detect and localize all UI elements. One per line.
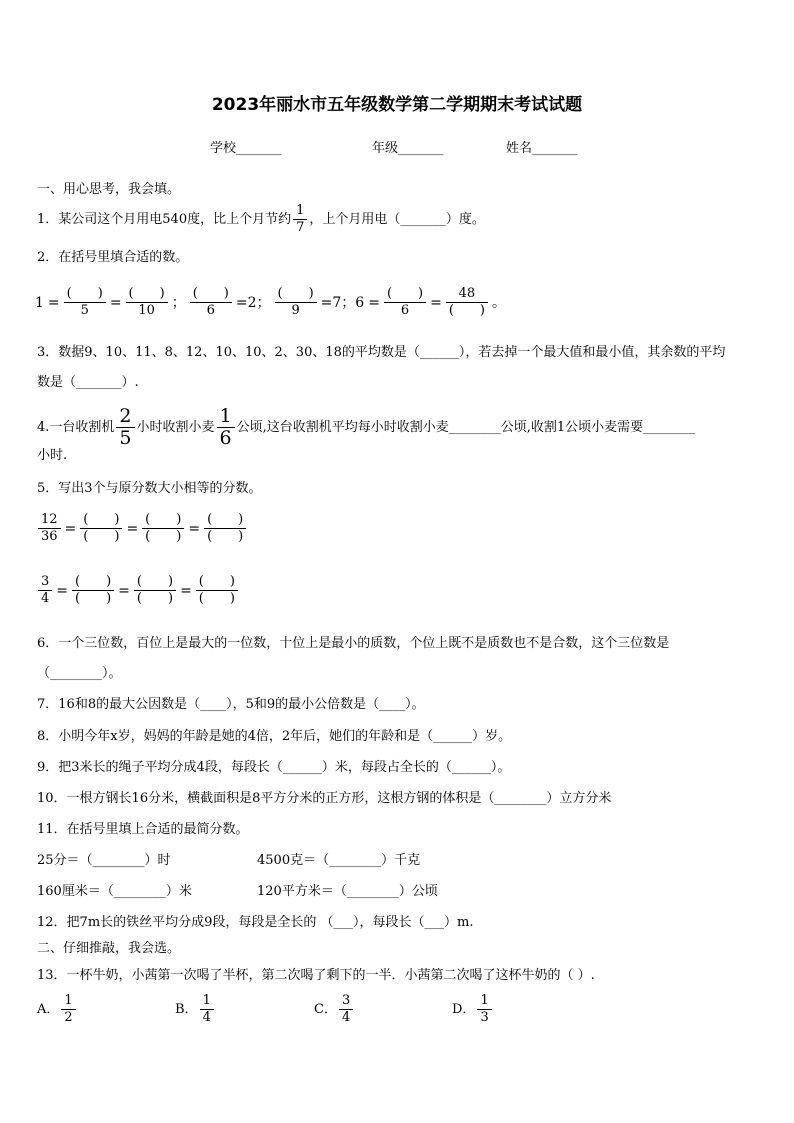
question-12: 12．把7m长的铁丝平均分成9段，每段是全长的 （___），每段长（___）m. [37,915,474,930]
question-5-row-1: $\frac{12}{36}$ = $\frac{( )}{( )}$ = $\frac{( )}{( )}$ = $\frac{( )}{( )}$ [36,512,248,545]
numerator: 3 [341,993,351,1008]
denominator: 36 [41,529,58,544]
fraction-blank [134,574,176,607]
fraction [200,993,214,1026]
denominator: 4 [41,591,50,606]
numerator-blank: ( ) [386,286,424,301]
denominator: 4 [202,1010,211,1025]
number: 1 [35,294,44,311]
fraction [275,286,317,319]
question-1-text-a: 1．某公司这个月用电540度，比上个月节约 [37,211,292,227]
numerator-blank: ( ) [128,286,165,301]
question-11-label: 11．在括号里填上合适的最简分数。 [37,822,249,837]
numerator: 1 [219,405,232,427]
numerator: 1 [64,993,73,1008]
school-field: 学校_______ [210,141,282,156]
option-a[interactable] [37,993,78,1026]
numerator-blank: ( ) [145,512,182,527]
fraction [126,286,168,319]
denominator: 6 [400,303,410,318]
question-10: 10．一根方钢长16分米，横截面积是8平方分米的正方形，这根方钢的体积是（________）立方分米 [37,791,612,806]
numerator-blank: ( ) [277,286,314,301]
question-8: 8．小明今年x岁，妈妈的年龄是她的4倍，2年后，她们的年龄和是（______）岁。 [37,729,512,744]
period: 。 [491,294,506,311]
question-1-text-b: ，上个月用电（_______）度。 [309,211,485,227]
question-11-c: 160厘米＝（________）米 [37,884,192,899]
question-4 [37,406,695,449]
numerator-blank: ( ) [136,574,174,589]
numerator-blank: ( ) [192,286,229,301]
fraction [217,406,235,449]
numerator: 2 [119,405,132,427]
fraction [477,993,491,1026]
question-13-stem: 13．一杯牛奶，小茜第一次喝了半杯，第二次喝了剩下的一半．小茜第二次喝了这杯牛奶的（ ）. [37,968,595,983]
denominator: 7 [296,220,305,235]
fraction-blank [72,574,114,607]
numerator-blank: ( ) [198,574,235,589]
question-6-line-2: （________）。 [37,666,122,681]
numerator: 3 [41,574,50,589]
numerator: 1 [296,203,305,218]
fraction [446,286,488,319]
question-11-d: 120平方米＝（________）公顷 [257,884,438,899]
denominator-blank: ( ) [136,591,174,606]
fraction [38,574,52,607]
numerator: 12 [41,512,58,527]
question-4-text-a: 4.一台收割机 [37,419,115,435]
fraction [64,286,106,319]
question-4-line-2: 小时. [37,448,68,463]
question-11-a: 25分＝（________）时 [37,853,171,868]
separator: ； [171,294,186,311]
denominator-blank: ( ) [83,529,120,544]
denominator: 9 [291,303,300,318]
fraction [384,286,426,319]
page-title: 2023年丽水市五年级数学第二学期期末考试试题 [211,95,583,115]
denominator-blank: ( ) [207,529,244,544]
question-2-label: 2．在括号里填合适的数。 [37,250,189,265]
option-b[interactable] [175,993,216,1026]
equation-text: =7；6 [320,294,365,311]
option-c[interactable] [314,993,355,1026]
question-4-text-c: 公顷,这台收割机平均每小时收割小麦________公顷,收割1公顷小麦需要________ [236,419,696,435]
fraction [38,512,61,545]
fraction-blank [196,574,238,607]
question-3-line-2: 数是（_______）. [37,375,139,390]
question-7: 7．16和8的最大公因数是（____），5和9的最小公倍数是（____）。 [37,697,425,712]
denominator: 5 [80,303,89,318]
option-d[interactable] [452,993,494,1026]
fraction-blank [204,512,246,545]
name-field: 姓名_______ [506,141,578,156]
denominator-blank: ( ) [145,529,182,544]
option-label: C． [314,1001,337,1017]
numerator-blank: ( ) [75,574,112,589]
numerator-blank: ( ) [207,512,244,527]
grade-field: 年级_______ [372,141,444,156]
denominator: 6 [219,427,232,449]
question-2-equation: 1 = $\frac{( )}{5}$ = $\frac{( )}{10}$ ； $\frac{( )}{6}$ =2； $\frac{( )}{9}$ =7；6 = $\frac{( )}{6}$ = $\frac{48}{( )}$ 。 [35,286,506,318]
denominator-blank: ( ) [198,591,235,606]
numerator: 1 [480,993,489,1008]
question-5-row-2: $\frac{3}{4}$ = $\frac{( )}{( )}$ = $\frac{( )}{( )}$ = $\frac{( )}{( )}$ [36,574,240,607]
denominator: 10 [138,303,155,318]
denominator: 5 [119,427,132,449]
fraction [116,406,134,449]
fraction-blank [142,512,184,545]
equation-text: =2； [235,294,271,311]
fraction [339,993,353,1026]
numerator: 48 [458,286,476,301]
fraction [61,993,75,1026]
section-heading-fill: 一、用心思考，我会填。 [37,182,181,197]
fraction-blank [80,512,122,545]
question-9: 9．把3米长的绳子平均分成4段，每段长（______）米，每段占全长的（______）。 [37,760,511,775]
question-3-line-1: 3．数据9、10、11、8、12、10、10、2、30、18的平均数是（______），若去掉一个最大值和最小值，其余数的平均 [37,345,726,360]
denominator: 6 [206,303,215,318]
option-label: D． [452,1001,476,1017]
denominator: 2 [64,1010,73,1025]
question-11-b: 4500克＝（________）千克 [257,853,421,868]
question-4-text-b: 小时收割小麦 [136,419,215,435]
option-label: B． [175,1001,198,1017]
numerator-blank: ( ) [66,286,103,301]
fraction [190,286,232,319]
denominator: 4 [341,1010,351,1025]
numerator: 1 [202,993,211,1008]
option-label: A． [37,1001,60,1017]
question-5-label: 5．写出3个与原分数大小相等的分数。 [37,481,262,496]
denominator-blank: ( ) [75,591,112,606]
denominator-blank: ( ) [448,303,485,318]
denominator: 3 [480,1010,489,1025]
question-6-line-1: 6．一个三位数，百位上是最大的一位数，十位上是最小的质数，个位上既不是质数也不是合数，这个三位数是 [37,636,670,651]
section-heading-choose: 二、仔细推敲，我会选。 [37,941,181,956]
numerator-blank: ( ) [83,512,120,527]
fraction [293,203,307,236]
question-1 [37,203,485,236]
